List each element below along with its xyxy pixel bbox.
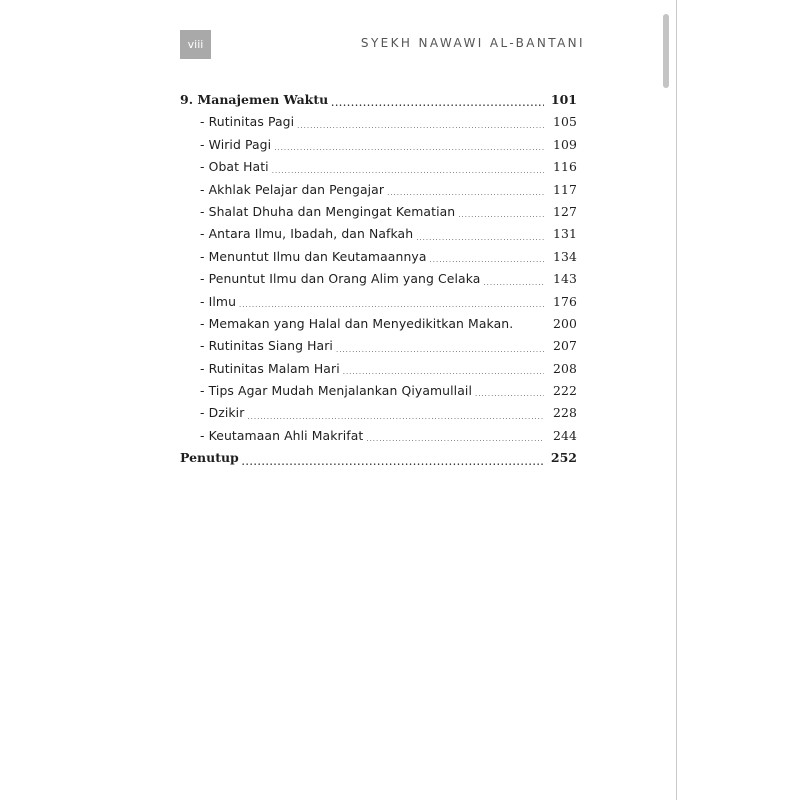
dot-leader bbox=[242, 454, 544, 470]
toc-entry-title: - Rutinitas Siang Hari bbox=[200, 338, 333, 354]
toc-entry-title: - Akhlak Pelajar dan Pengajar bbox=[200, 181, 385, 197]
toc-entry-title: - Penuntut Ilmu dan Orang Alim yang Celaka bbox=[200, 271, 481, 287]
toc-entry-page: 200 bbox=[553, 315, 577, 331]
dot-leader bbox=[336, 342, 544, 358]
dot-leader bbox=[239, 297, 544, 313]
toc-entry-title: - Rutinitas Pagi bbox=[200, 114, 295, 130]
toc-entry-page: 134 bbox=[553, 248, 577, 264]
toc-entry-title: - Keutamaan Ahli Makrifat bbox=[200, 427, 364, 443]
dot-leader bbox=[416, 230, 544, 246]
table-of-contents bbox=[180, 89, 577, 470]
toc-entry-page: 208 bbox=[553, 360, 577, 376]
toc-entry-title: 9. Manajemen Waktu bbox=[180, 92, 329, 107]
dot-leader bbox=[430, 252, 544, 268]
toc-entry-chapter-9[interactable] bbox=[180, 89, 577, 111]
toc-entry-page: 228 bbox=[553, 405, 577, 421]
toc-entry[interactable] bbox=[180, 201, 577, 223]
scrollbar-thumb[interactable] bbox=[663, 14, 669, 88]
toc-entry-title: - Obat Hati bbox=[200, 159, 269, 175]
toc-entry-page: 109 bbox=[553, 136, 577, 152]
toc-entry-page: 131 bbox=[553, 226, 577, 242]
toc-entry-title: - Antara Ilmu, Ibadah, dan Nafkah bbox=[200, 226, 414, 242]
toc-entry-title: - Menuntut Ilmu dan Keutamaannya bbox=[200, 248, 427, 264]
page-edge-divider bbox=[676, 0, 677, 800]
dot-leader bbox=[272, 163, 544, 179]
toc-entry[interactable] bbox=[180, 223, 577, 245]
toc-entry[interactable] bbox=[180, 111, 577, 133]
toc-entry-title: - Dzikir bbox=[200, 405, 245, 421]
toc-entry-title: - Ilmu bbox=[200, 293, 237, 309]
toc-entry[interactable] bbox=[180, 179, 577, 201]
toc-entry[interactable] bbox=[180, 335, 577, 357]
dot-leader bbox=[387, 185, 544, 201]
toc-entry[interactable] bbox=[180, 313, 577, 335]
toc-entry-page: 127 bbox=[553, 203, 577, 219]
toc-entry[interactable] bbox=[180, 425, 577, 447]
toc-entry[interactable] bbox=[180, 402, 577, 424]
dot-leader bbox=[343, 364, 544, 380]
toc-entry-page: 116 bbox=[553, 159, 577, 175]
toc-entry-page: 222 bbox=[553, 383, 577, 399]
toc-entry-title: Penutup bbox=[180, 450, 239, 466]
toc-entry-page: 244 bbox=[553, 427, 577, 443]
toc-entry[interactable] bbox=[180, 358, 577, 380]
toc-entry[interactable] bbox=[180, 134, 577, 156]
toc-entry-title: - Shalat Dhuha dan Mengingat Kematian bbox=[200, 203, 456, 219]
page-number-badge: viii bbox=[180, 30, 211, 59]
dot-leader bbox=[458, 207, 544, 223]
toc-entry-page: 143 bbox=[553, 271, 577, 287]
toc-entry-page: 101 bbox=[550, 92, 577, 107]
toc-entry-page: 117 bbox=[553, 181, 577, 197]
toc-entry-page: 105 bbox=[553, 114, 577, 130]
toc-entry-closing[interactable] bbox=[180, 447, 577, 469]
dot-leader bbox=[366, 431, 544, 447]
toc-entry[interactable] bbox=[180, 156, 577, 178]
toc-entry-title: - Tips Agar Mudah Menjalankan Qiyamullail bbox=[200, 383, 472, 399]
toc-entry-page: 207 bbox=[553, 338, 577, 354]
toc-entry-title: - Wirid Pagi bbox=[200, 136, 272, 152]
toc-entry-page: 252 bbox=[550, 450, 577, 466]
dot-leader bbox=[247, 409, 544, 425]
toc-entry[interactable] bbox=[180, 268, 577, 290]
toc-entry[interactable] bbox=[180, 291, 577, 313]
dot-leader bbox=[297, 118, 544, 134]
toc-entry-page: 176 bbox=[553, 293, 577, 309]
dot-leader bbox=[475, 386, 544, 402]
dot-leader bbox=[331, 95, 544, 111]
toc-entry[interactable] bbox=[180, 380, 577, 402]
toc-entry[interactable] bbox=[180, 246, 577, 268]
dot-leader bbox=[483, 275, 544, 291]
running-header-title: SYEKH NAWAWI AL-BANTANI bbox=[360, 36, 585, 50]
toc-entry-title: - Rutinitas Malam Hari bbox=[200, 360, 340, 376]
dot-leader bbox=[274, 140, 544, 156]
toc-entry-title: - Memakan yang Halal dan Menyedikitkan Makan. bbox=[200, 315, 514, 331]
